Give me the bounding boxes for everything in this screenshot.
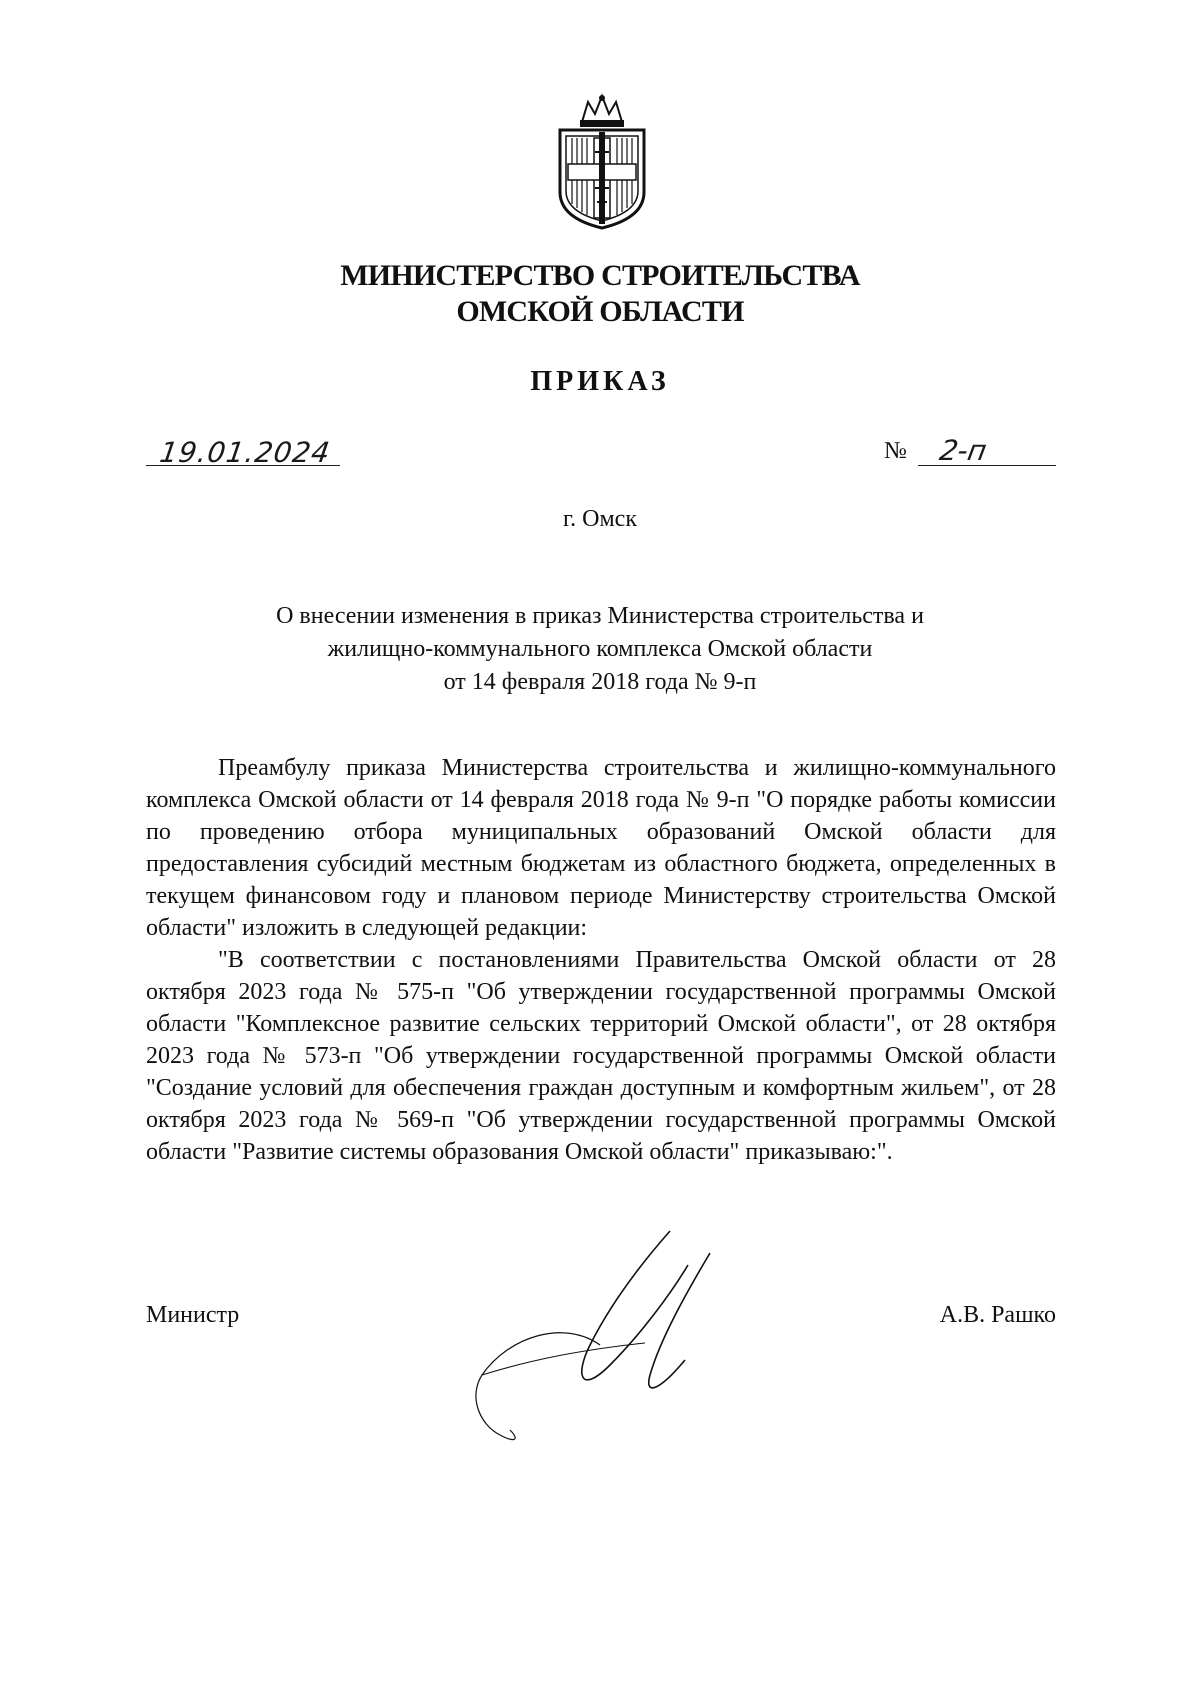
number-underline: [918, 464, 1056, 466]
ministry-name-line2: ОМСКОЙ ОБЛАСТИ: [456, 295, 744, 328]
date-underline: [146, 464, 340, 466]
order-number: 2-п: [937, 434, 990, 467]
document-type: ПРИКАЗ: [530, 366, 670, 397]
city: г. Омск: [563, 506, 637, 532]
order-date: 19.01.2024: [157, 436, 333, 469]
subject-line: жилищно-коммунального комплекса Омской области: [327, 636, 873, 662]
signer-name: А.В. Рашко: [939, 1302, 1056, 1328]
omsk-coat-of-arms-icon: [548, 92, 656, 232]
subject-line: О внесении изменения в приказ Министерства строительства и: [276, 603, 924, 629]
number-sign: №: [884, 438, 907, 464]
order-body: [146, 752, 1056, 1168]
subject-line: от 14 февраля 2018 года № 9-п: [443, 669, 757, 695]
order-subject: [0, 600, 1200, 699]
signer-position: Министр: [146, 1302, 240, 1328]
handwritten-signature-icon: [470, 1225, 720, 1455]
body-paragraph: "В соответствии с постановлениями Правительства Омской области от 28 октября 2023 года № 575-п "Об утверждении государственной программы Омской области "Комплексное развитие сельских территорий Омской области", от 28 октября 2023 года № 573-п "Об утверждении государственной программы Омской области "Создание условий для обеспечения граждан доступным и комфортным жильем", от 28 октября 2023 года № 569-п "Об утверждении государственной программы Омской области "Развитие системы образования Омской области" приказываю:".: [146, 947, 1056, 1165]
body-paragraph: Преамбулу приказа Министерства строительства и жилищно-коммунального комплекса Омской области от 14 февраля 2018 года № 9-п "О порядке работы комиссии по проведению отбора муниципальных образований Омской области для предоставления субсидий местным бюджетам из областного бюджета, определенных в текущем финансовом году и плановом периоде Министерству строительства Омской области" изложить в следующей редакции:: [146, 755, 1056, 941]
ministry-name-line1: МИНИСТЕРСТВО СТРОИТЕЛЬСТВА: [340, 259, 860, 292]
